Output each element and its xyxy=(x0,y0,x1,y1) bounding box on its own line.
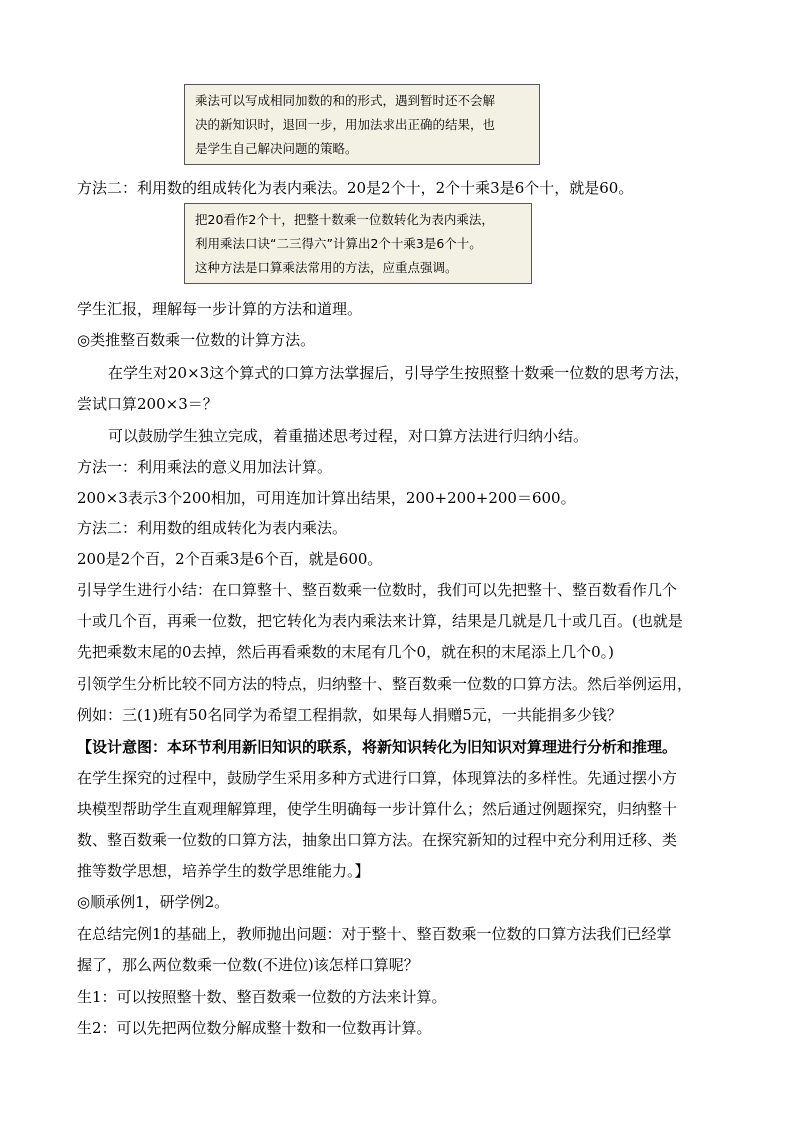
design-intent-line: 数、整百数乘一位数的口算方法，抽象出口算方法。在探究新知的过程中充分利用迁移、类 xyxy=(77,831,678,849)
section-heading: ◎顺承例1，研学例2。 xyxy=(77,893,230,911)
design-intent-line: 推等数学思想，培养学生的数学思维能力。】 xyxy=(77,862,370,880)
student-answer-2: 生2：可以先把两位数分解成整十数和一位数再计算。 xyxy=(77,1019,432,1037)
note-line: 是学生自己解决问题的策略。 xyxy=(195,141,358,156)
note-line: 利用乘法口诀“二三得六”计算出2个十乘3是6个十。 xyxy=(195,236,482,251)
paragraph-line: 在学生对20×3这个算式的口算方法掌握后，引导学生按照整十数乘一位数的思考方法， xyxy=(108,364,690,382)
paragraph-line: 例如：三(1)班有50名同学为希望工程捐款，如果每人捐赠5元，一共能捐多少钱？ xyxy=(77,706,622,724)
paragraph-line: 200是2个百，2个百乘3是6个百，就是600。 xyxy=(77,550,383,568)
section-heading: ◎类推整百数乘一位数的计算方法。 xyxy=(77,331,316,349)
paragraph-line: 方法二：利用数的组成转化为表内乘法。 xyxy=(77,519,348,537)
design-intent-line: 块模型帮助学生直观理解算理，使学生明确每一步计算什么；然后通过例题探究，归纳整十 xyxy=(77,800,678,818)
note-box-table-multiplication xyxy=(184,203,532,284)
paragraph-line: 引导学生进行小结：在口算整十、整百数乘一位数时，我们可以先把整十、整百数看作几个 xyxy=(77,581,678,599)
paragraph-line: 先把乘数末尾的0去掉，然后再看乘数的末尾有几个0，就在积的末尾添上几个0。) xyxy=(77,643,614,661)
design-intent-line: 在学生探究的过程中，鼓励学生采用多种方式进行口算，体现算法的多样性。先通过摆小方 xyxy=(77,769,678,787)
paragraph-line: 十或几个百，再乘一位数，把它转化为表内乘法来计算，结果是几就是几十或几百。(也就是 xyxy=(77,612,683,630)
paragraph-line: 可以鼓励学生独立完成，着重描述思考过程，对口算方法进行归纳小结。 xyxy=(108,427,589,445)
note-line: 把20看作2个十，把整十数乘一位数转化为表内乘法， xyxy=(195,212,494,227)
paragraph-method2: 方法二：利用数的组成转化为表内乘法。20是2个十，2个十乘3是6个十，就是60。 xyxy=(77,179,634,197)
note-line: 乘法可以写成相同加数的和的形式，遇到暂时还不会解 xyxy=(195,93,496,108)
paragraph-line: 200×3表示3个200相加，可用连加计算出结果，200+200+200＝600。 xyxy=(77,489,576,507)
note-box-addition-strategy xyxy=(184,84,540,165)
paragraph-line: 方法一：利用乘法的意义用加法计算。 xyxy=(77,458,333,476)
paragraph-line: 引领学生分析比较不同方法的特点，归纳整十、整百数乘一位数的口算方法。然后举例运用， xyxy=(77,675,693,693)
paragraph-line: 握了，那么两位数乘一位数(不进位)该怎样口算呢？ xyxy=(77,956,419,974)
paragraph-line: 在总结完例1的基础上，教师抛出问题：对于整十、整百数乘一位数的口算方法我们已经掌 xyxy=(77,925,672,943)
paragraph-line: 尝试口算200×3＝？ xyxy=(77,395,218,413)
student-answer-1: 生1：可以按照整十数、整百数乘一位数的方法来计算。 xyxy=(77,988,447,1006)
paragraph-line: 学生汇报，理解每一步计算的方法和道理。 xyxy=(77,300,363,318)
note-line: 决的新知识时，退回一步，用加法求出正确的结果，也 xyxy=(195,117,496,132)
note-line: 这种方法是口算乘法常用的方法，应重点强调。 xyxy=(195,260,458,275)
design-intent-line: 【设计意图：本环节利用新旧知识的联系，将新知识转化为旧知识对算理进行分析和推理。 xyxy=(77,738,678,756)
